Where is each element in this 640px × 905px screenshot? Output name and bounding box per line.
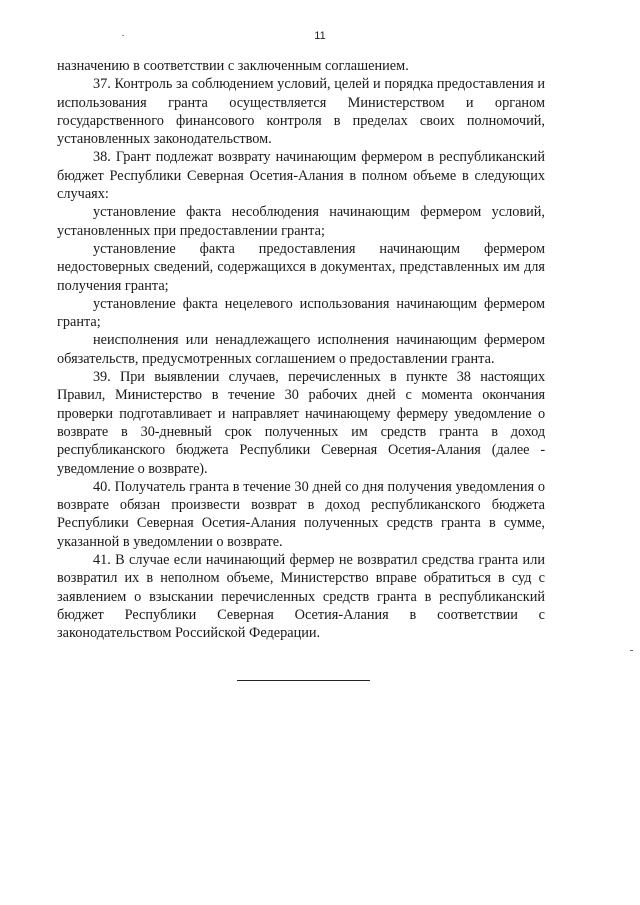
paragraph-38-item-1: установление факта несоблюдения начинающим фермером условий, установленных при предоставлении гранта; (57, 204, 545, 239)
paragraph-38: 38. Грант подлежат возврату начинающим фермером в республиканский бюджет Республики Северная Осетия-Алания в полном объеме в следующих случаях: (57, 149, 545, 203)
page-number: 11 (314, 30, 326, 42)
paragraph-37: 37. Контроль за соблюдением условий, целей и порядка предоставления и использования гранта осуществляется Министерством и органом государственного финансового контроля в пределах своих полномочий, установленных законодательством. (57, 76, 545, 148)
document-body (57, 57, 545, 643)
paragraph-40: 40. Получатель гранта в течение 30 дней со дня получения уведомления о возврате обязан произвести возврат в доход республиканского бюджета Республики Северная Осетия-Алания полученных средств гранта в сумме, указанной в уведомлении о возврате. (57, 478, 545, 550)
paragraph-38-item-4: неисполнения или ненадлежащего исполнения начинающим фермером обязательств, предусмотренных соглашением о предоставлении гранта. (57, 332, 545, 367)
paragraph-38-item-2: установление факта предоставления начинающим фермером недостоверных сведений, содержащихся в документах, представленных им для получения гранта; (57, 240, 545, 294)
paragraph-38-item-3: установление факта нецелевого использования начинающим фермером гранта; (57, 295, 545, 331)
paragraph-41: 41. В случае если начинающий фермер не возвратил средства гранта или возвратил их в неполном объеме, Министерство вправе обратиться в суд с заявлением о взыскании перечисленных средств гранта в республиканский бюджет Республики Северная Осетия-Алания в соответствии с законодательством Российской Федерации. (57, 552, 545, 642)
paragraph-continuation: назначению в соответствии с заключенным соглашением. (57, 58, 409, 74)
scan-speck (630, 650, 633, 651)
end-separator-line (237, 680, 370, 681)
paragraph-39: 39. При выявлении случаев, перечисленных в пункте 38 настоящих Правил, Министерство в течение 30 рабочих дней с момента окончания проверки подготавливает и направляет начинающему фермеру уведомление о возврате в 30-дневный срок полученных им средств гранта в доход республиканского бюджета Республики Северная Осетия-Алания (далее - уведомление о возврате). (57, 369, 545, 477)
